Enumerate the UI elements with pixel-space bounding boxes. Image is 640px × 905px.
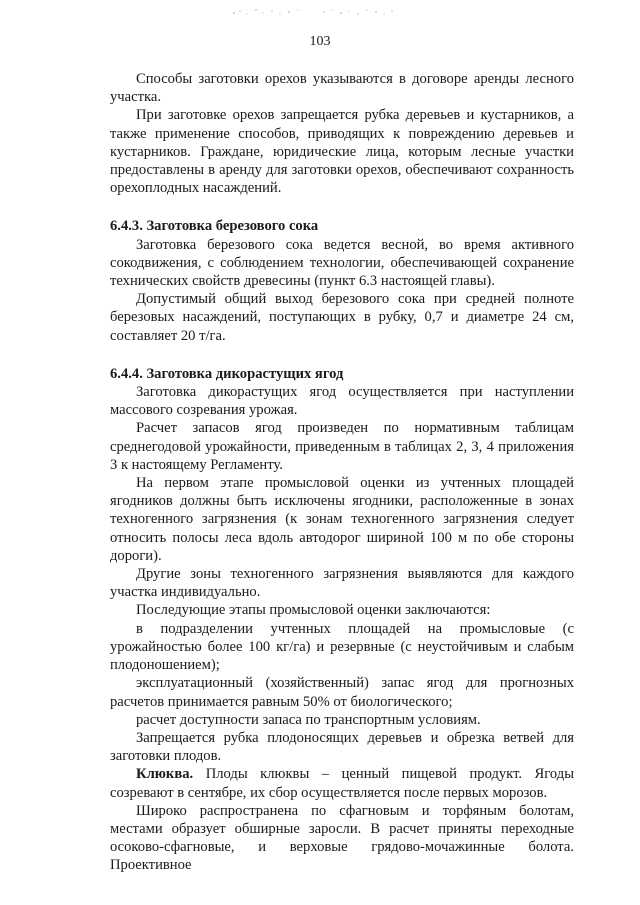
paragraph: Широко распространена по сфагновым и торфяным болотам, местами образует обширные заросли. В расчет приняты переходные осоково-сфагновые, и верховые грядово-мочажинные болота. Проективное: [110, 802, 574, 874]
paragraph: Другие зоны техногенного загрязнения выявляются для каждого участка индивидуально.: [110, 566, 574, 601]
paragraph: На первом этапе промысловой оценки из учтенных площадей ягодников должны быть исключены ягодники, расположенные в зонах техногенного загрязнения (к зонам техногенного загрязнения следует относить полосы леса вдоль автодорог шириной 100 м по обе стороны дороги).: [110, 475, 574, 564]
cranberry-paragraph: [110, 765, 574, 801]
paragraph: Заготовка березового сока ведется весной, во время активного сокодвижения, с соблюдением технологии, обеспечивающей сохранение технических свойств древесины (пункт 6.3 настоящей главы).: [110, 236, 574, 290]
paragraph: Последующие этапы промысловой оценки заключаются:: [136, 602, 491, 619]
section-heading-6-4-4: 6.4.4. Заготовка дикорастущих ягод: [110, 365, 344, 382]
list-item: расчет доступности запаса по транспортным условиям.: [136, 711, 481, 728]
document-body: [110, 70, 574, 875]
cranberry-term: Клюква.: [136, 766, 194, 783]
cranberry-text: Плоды клюквы – ценный пищевой продукт. Ягоды созревают в сентябре, их сбор осуществляется после первых морозов.: [110, 766, 574, 801]
scan-artifact: [228, 4, 398, 18]
paragraph: Запрещается рубка плодоносящих деревьев и обрезка ветвей для заготовки плодов.: [110, 729, 574, 765]
paragraph: Расчет запасов ягод произведен по нормативным таблицам среднегодовой урожайности, приведенным в таблицах 2, 3, 4 приложения 3 к настоящему Регламенту.: [110, 420, 574, 473]
paragraph: Заготовка дикорастущих ягод осуществляется при наступлении массового созревания урожая.: [110, 384, 574, 419]
paragraph: При заготовке орехов запрещается рубка деревьев и кустарников, а также применение способов, приводящих к повреждению деревьев и кустарников. Граждане, юридические лица, которым лесные участки предоставлены в аренду для заготовки орехов, обеспечивают сохранность орехоплодных насаждений.: [110, 107, 574, 197]
section-heading-6-4-3: 6.4.3. Заготовка березового сока: [110, 218, 319, 235]
page-number: 103: [309, 34, 331, 49]
paragraph: Способы заготовки орехов указываются в договоре аренды лесного участка.: [110, 71, 574, 106]
list-item: в подразделении учтенных площадей на промысловые (с урожайностью более 100 кг/га) и резервные (с неустойчивым и слабым плодоношением);: [110, 620, 574, 674]
list-item: эксплуатационный (хозяйственный) запас ягод для прогнозных расчетов принимается равным 50% от биологического;: [110, 675, 574, 710]
paragraph: Допустимый общий выход березового сока при средней полноте березовых насаждений, поступающих в рубку, 0,7 и диаметре 24 см, составляет 20 т/га.: [110, 291, 574, 344]
